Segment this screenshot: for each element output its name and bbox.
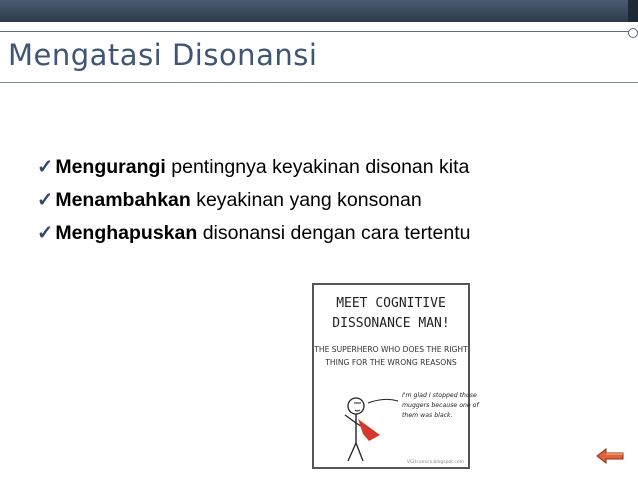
title-rule-bottom <box>0 82 638 83</box>
title-rule-dot <box>628 28 638 38</box>
title-rule-top <box>0 31 638 32</box>
slide-top-bar <box>0 0 638 22</box>
slide-title: Mengatasi Disonansi <box>8 38 318 72</box>
bullet-item <box>37 217 470 250</box>
stick-figure <box>345 398 380 461</box>
bullet-text: pentingnya keyakinan disonan kita <box>165 156 470 178</box>
comic-drawing <box>314 285 479 467</box>
checkmark-icon: ✓ <box>37 156 54 178</box>
speech-line-3: them was black. <box>402 412 453 419</box>
bullet-text: keyakinan yang konsonan <box>190 189 422 211</box>
bullet-bold: Mengurangi <box>55 156 166 178</box>
bullet-item <box>37 151 470 184</box>
corner-accent <box>628 0 638 22</box>
bullet-list <box>37 151 470 250</box>
comic-heading-1: MEET COGNITIVE <box>336 296 446 311</box>
bullet-bold: Menambahkan <box>55 189 191 211</box>
comic-credit: VCHcomics.blogspot.com <box>406 460 464 465</box>
checkmark-icon: ✓ <box>37 222 54 244</box>
comic-image <box>312 283 479 469</box>
red-cape <box>358 419 380 441</box>
bullet-text: disonansi dengan cara tertentu <box>197 222 471 244</box>
comic-heading-2: DISSONANCE MAN! <box>332 316 450 331</box>
checkmark-icon: ✓ <box>37 189 54 211</box>
speech-tail <box>368 399 398 403</box>
speech-line-2: muggers because one of <box>402 402 479 409</box>
back-arrow-icon[interactable] <box>596 448 624 464</box>
speech-line-1: I'm glad I stopped those <box>402 392 477 399</box>
bullet-bold: Menghapuskan <box>55 222 198 244</box>
bullet-item <box>37 184 470 217</box>
comic-subheading-1: THE SUPERHERO WHO DOES THE RIGHT <box>314 345 468 354</box>
comic-subheading-2: THING FOR THE WRONG REASONS <box>325 358 457 367</box>
